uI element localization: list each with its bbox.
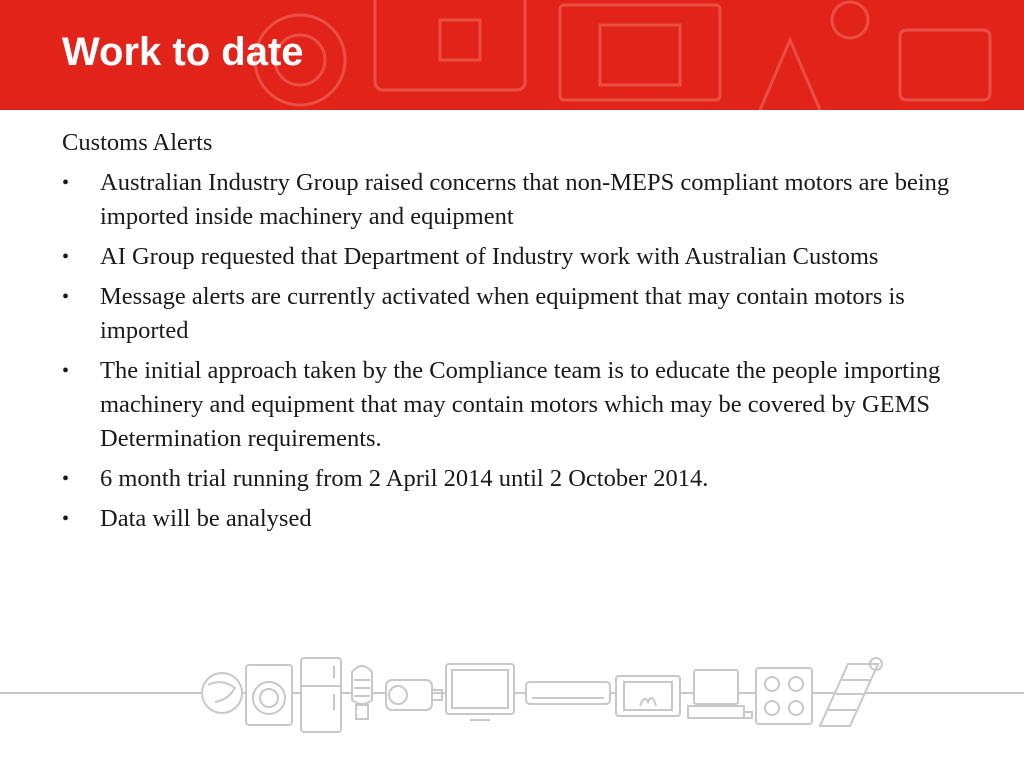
bullet-dot: • xyxy=(62,246,70,268)
list-item xyxy=(62,166,992,234)
motor-icon xyxy=(386,680,442,710)
bullet-dot: • xyxy=(62,508,70,530)
bullet-dot: • xyxy=(62,468,70,490)
subheading: Customs Alerts xyxy=(62,129,213,156)
slide-header xyxy=(0,0,1024,110)
slide-title: Work to date xyxy=(62,30,304,74)
list-item-text: AI Group requested that Department of Industry work with Australian Customs xyxy=(100,243,879,270)
refrigerator-icon xyxy=(301,658,341,732)
list-item-text: Data will be analysed xyxy=(100,505,312,532)
list-item xyxy=(62,354,992,456)
list-item-text: The initial approach taken by the Compliance team is to educate the people importing machinery and equipment that may contain motors which may be covered by GEMS Determination requirements. xyxy=(100,357,941,452)
heater-icon xyxy=(616,676,680,716)
list-item-text: Message alerts are currently activated when equipment that may contain motors is imported xyxy=(100,283,905,344)
television-icon xyxy=(446,664,514,720)
cooktop-icon xyxy=(756,668,812,724)
light-bulb-icon xyxy=(352,666,372,719)
bullet-dot: • xyxy=(62,360,70,382)
list-item-text: 6 month trial running from 2 April 2014 until 2 October 2014. xyxy=(100,465,709,492)
list-item xyxy=(62,462,992,496)
slide-body xyxy=(62,126,992,542)
washing-machine-icon xyxy=(246,665,292,725)
footer-appliance-strip xyxy=(0,650,1024,750)
air-conditioner-icon xyxy=(526,682,610,704)
bullet-dot: • xyxy=(62,172,70,194)
globe-icon xyxy=(202,673,242,713)
list-item xyxy=(62,240,992,274)
bullet-dot: • xyxy=(62,286,70,308)
list-item xyxy=(62,280,992,348)
list-item xyxy=(62,502,992,536)
bullet-list xyxy=(62,166,992,536)
list-item-text: Australian Industry Group raised concerns that non-MEPS compliant motors are being imported inside machinery and equipment xyxy=(100,169,950,230)
